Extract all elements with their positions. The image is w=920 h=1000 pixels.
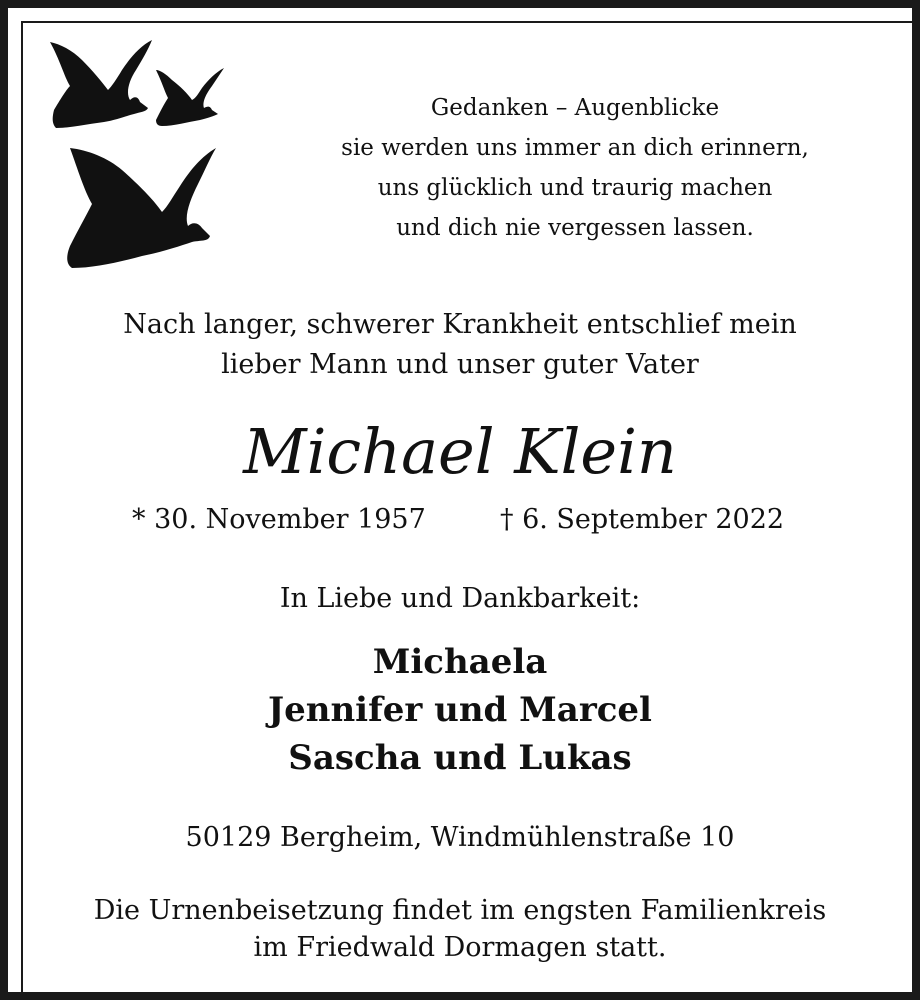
dove-icon [156,68,224,126]
family-members [0,638,920,782]
poem-line: Gedanken – Augenblicke [430,95,720,121]
birth-date: * 30. November 1957 [132,504,426,535]
death-date: † 6. September 2022 [500,504,785,535]
intro-line: Nach langer, schwerer Krankheit entschlief mein [123,309,797,340]
note-line: Die Urnenbeisetzung findet im engsten Familienkreis [93,895,827,926]
doves-illustration [44,38,234,283]
poem [300,88,850,248]
note-line: im Friedwald Dormagen statt. [253,932,667,963]
deceased-name: Michael Klein [243,415,677,488]
intro-text [0,305,920,385]
address: 50129 Bergheim, Windmühlenstraße 10 [185,822,735,853]
burial-note [0,892,920,966]
dove-icon [50,40,152,128]
family-member: Michaela [372,642,548,682]
poem-line: uns glücklich und traurig machen [377,175,773,201]
family-intro: In Liebe und Dankbarkeit: [279,583,641,614]
family-member: Sascha und Lukas [288,738,632,778]
poem-line: sie werden uns immer an dich erinnern, [341,135,809,161]
dove-icon [67,148,216,268]
poem-line: und dich nie vergessen lassen. [396,215,754,241]
intro-line: lieber Mann und unser guter Vater [221,349,699,380]
family-member: Jennifer und Marcel [268,690,652,730]
